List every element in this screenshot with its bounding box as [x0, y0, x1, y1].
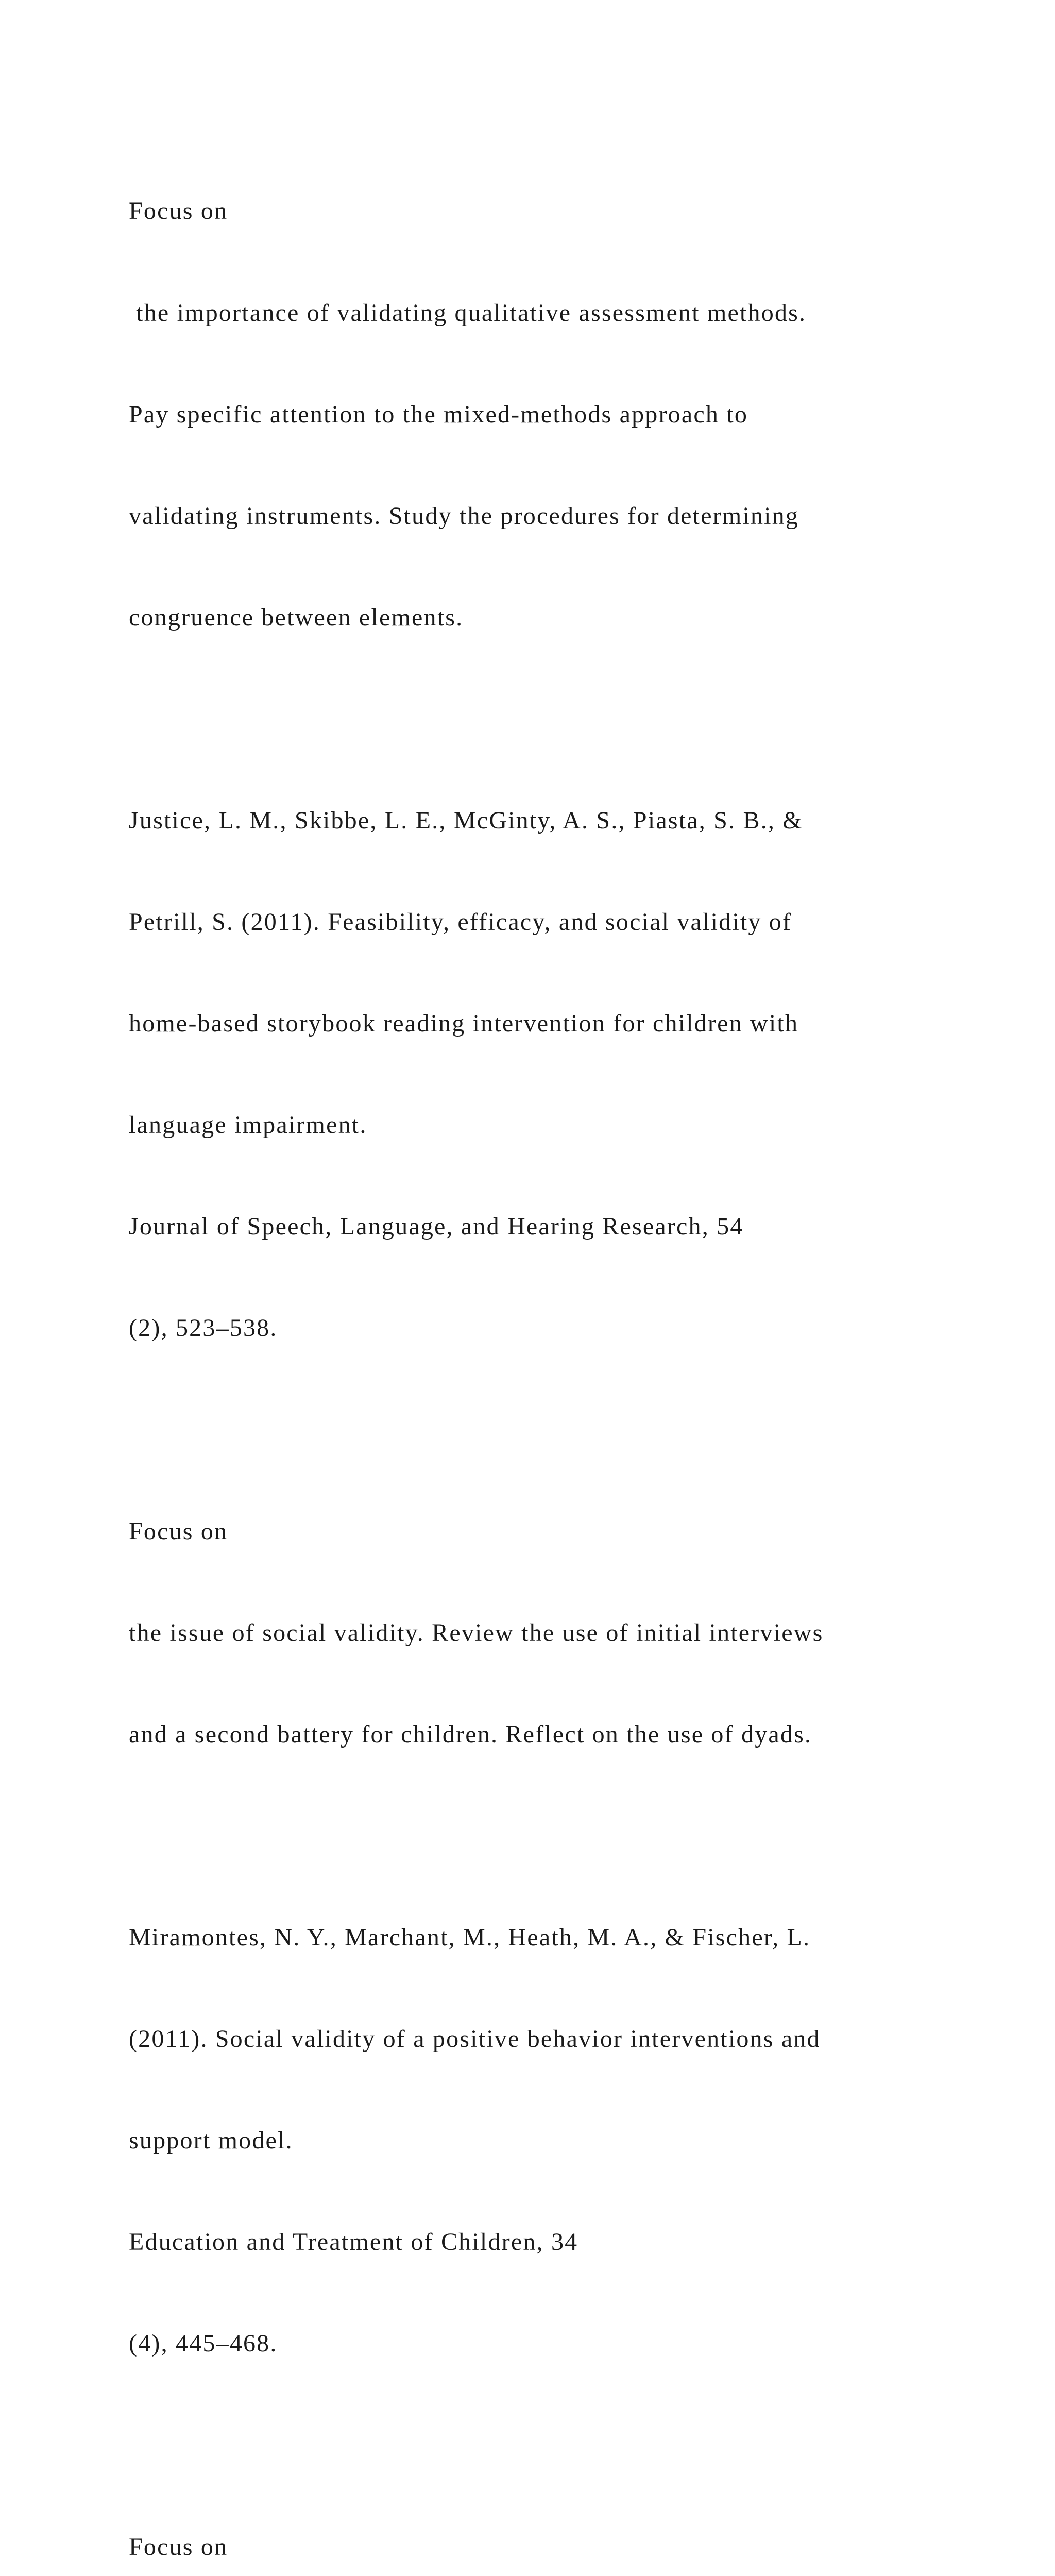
text-line: the importance of validating qualitative assessment methods. [129, 299, 807, 327]
text-line: Petrill, S. (2011). Feasibility, efficacy, and social validity of [129, 908, 792, 936]
text-line: Justice, L. M., Skibbe, L. E., McGinty, A. S., Piasta, S. B., & [129, 806, 803, 834]
blank-line [129, 702, 1005, 736]
text-line: Miramontes, N. Y., Marchant, M., Heath, M. A., & Fischer, L. [129, 1924, 811, 1951]
blank-line [129, 2428, 1005, 2462]
text-line: Focus on [129, 2533, 228, 2561]
text-line: Focus on [129, 197, 228, 225]
text-line: (2011). Social validity of a positive behavior interventions and [129, 2025, 821, 2053]
document-body [129, 127, 1005, 2576]
text-line: (4), 445–468. [129, 2330, 278, 2358]
text-line: Journal of Speech, Language, and Hearing Research, 54 [129, 1213, 744, 1241]
text-line: Education and Treatment of Children, 34 [129, 2228, 578, 2256]
text-line: support model. [129, 2127, 293, 2155]
text-line: home-based storybook reading intervention for children with [129, 1010, 799, 1038]
text-line: congruence between elements. [129, 603, 464, 631]
text-line: the issue of social validity. Review the use of initial interviews [129, 1619, 824, 1647]
text-line: (2), 523–538. [129, 1314, 278, 1342]
blank-line [129, 1819, 1005, 1853]
text-line: Focus on [129, 1517, 228, 1545]
text-line: validating instruments. Study the procedures for determining [129, 502, 799, 530]
text-line: Pay specific attention to the mixed-methods approach to [129, 400, 748, 428]
text-line: and a second battery for children. Reflect on the use of dyads. [129, 1720, 812, 1748]
text-line: language impairment. [129, 1111, 367, 1139]
blank-line [129, 1413, 1005, 1447]
